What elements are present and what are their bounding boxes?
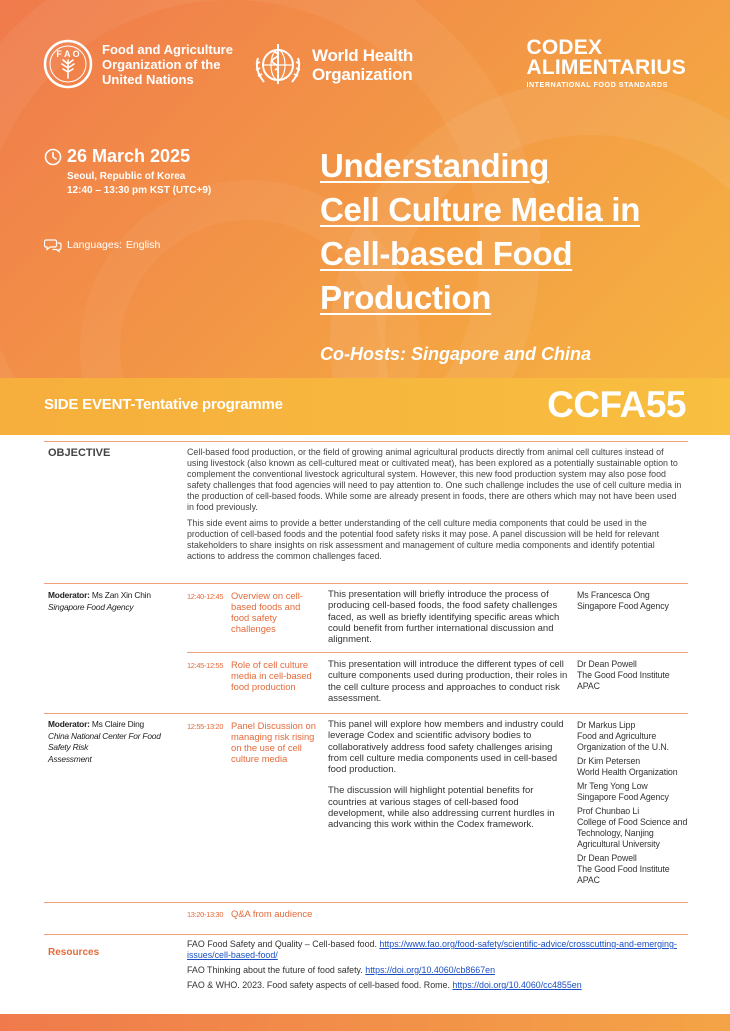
moderator-2 (48, 719, 161, 765)
moderator-org-line: Assessment (48, 753, 92, 764)
event-title (320, 144, 700, 320)
objective-paragraph: Cell-based food production, or the field of growing animal agricultural products directly from animal cell cultures instead of using livestock (also known as cell-cultured meat or cultivated meat), has been explored as a potentially sustainable option to complement the conventional livestock agricultural system. However, this new food production system may also pose food safety challenges that food agencies will need to pay attention to. One such challenge includes the use of cell culture media in the production of cell-based foods. While some are already present in foods, there are others which may not have been used in food previously. (187, 447, 682, 513)
resources-list (187, 939, 687, 991)
logo-row (42, 38, 686, 98)
speaker-name: Dr Kim Petersen (577, 756, 641, 766)
session-code: CCFA55 (547, 384, 686, 425)
moderator-org-line: China National Center For Food (48, 730, 161, 741)
languages-value: English (125, 239, 161, 251)
speaker-name: Prof Chunbao Li (577, 806, 640, 816)
resources-label: Resources (48, 947, 100, 958)
speaker (577, 590, 692, 612)
moderator-org: Singapore Food Agency (48, 601, 134, 612)
session-speakers (577, 720, 692, 886)
session-description-paragraph: This presentation will briefly introduce the process of producing cell-based foods, the food safety challenges faced, as well as briefly identifying specific areas which could benefit from further international discussion and alignment. (328, 589, 560, 646)
speaker (577, 720, 692, 753)
who-name-line: Organization (312, 65, 413, 84)
session-time: 12:45-12:55 (187, 661, 224, 670)
codex-name-line: ALIMENTARIUS (526, 56, 686, 79)
resource-link[interactable]: https://doi.org/10.4060/cc4855en (452, 980, 582, 990)
fao-name-line: Organization of the (102, 56, 221, 72)
header-banner (0, 0, 730, 378)
speaker-org: College of Food Science and Technology, Nanjing Agricultural University (577, 817, 688, 849)
clock-icon (44, 148, 62, 166)
divider (44, 583, 688, 584)
speaker-name: Dr Dean Powell (577, 853, 637, 863)
fao-name-line: United Nations (102, 71, 194, 87)
moderator-label: Moderator: (48, 590, 90, 600)
footer-bar (0, 1014, 730, 1031)
objective-paragraph: This side event aims to provide a better understanding of the cell culture media components that could be used in the production of cell-based foods and the potential food safety risks it may pose. A panel discussion will be held for relevant stakeholders to share insights on risk assessment and management of culture media components and identify potential actions to address the common challenges faced. (187, 517, 660, 561)
divider (44, 902, 688, 903)
fao-emblem-icon (42, 38, 94, 90)
session-description-paragraph: This presentation will introduce the different types of cell culture components used during production, their roles in the cell culture process and approaches to conduct risk assessment. (328, 659, 568, 704)
speaker (577, 853, 692, 886)
speaker (577, 781, 692, 803)
cohosts: Co-Hosts: Singapore and China (320, 344, 592, 364)
session-description (328, 659, 568, 704)
fao-name-line: Food and Agriculture (102, 41, 233, 57)
objective-label: OBJECTIVE (48, 447, 111, 459)
speaker (577, 659, 692, 692)
languages-row (44, 237, 160, 253)
moderator-label: Moderator: (48, 719, 90, 729)
who-logo[interactable] (250, 38, 413, 92)
speaker-org: Singapore Food Agency (577, 601, 669, 611)
codex-logo[interactable] (526, 38, 686, 89)
session-speakers (577, 590, 692, 612)
session-time: 12:40-12:45 (187, 592, 224, 601)
resource-link[interactable]: https://www.fao.org/food-safety/scientific-advice/crosscutting-and-emerging-issues/cell-based-food/ (187, 939, 677, 960)
speaker (577, 806, 692, 850)
resource-item (187, 965, 687, 976)
divider (44, 713, 688, 714)
divider (187, 652, 688, 653)
svg-text:F A O: F A O (56, 49, 80, 59)
who-emblem-icon (250, 38, 306, 92)
languages-label: Languages: (67, 239, 122, 251)
speaker-name: Dr Dean Powell (577, 659, 637, 669)
objective-text (187, 447, 685, 562)
resource-text: FAO & WHO. 2023. Food safety aspects of cell-based food. Rome. (187, 980, 453, 990)
resource-text: FAO Thinking about the future of food safety. (187, 965, 366, 975)
session-time: 13:20-13:30 (187, 910, 224, 919)
speaker-org: World Health Organization (577, 767, 678, 777)
divider (44, 934, 688, 935)
fao-logo[interactable] (42, 38, 233, 90)
resource-text: FAO Food Safety and Quality – Cell-based food. (187, 939, 380, 949)
event-title-line: Production (320, 279, 492, 316)
speaker-name: Dr Markus Lipp (577, 720, 636, 730)
resource-link[interactable]: https://doi.org/10.4060/cb8667en (365, 965, 496, 975)
moderator-org-line: Safety Risk (48, 742, 89, 752)
event-date: 26 March 2025 (67, 146, 191, 166)
event-date-block (44, 146, 211, 198)
event-location: Seoul, Republic of Korea (67, 171, 186, 182)
speaker (577, 756, 692, 778)
session-description-paragraph: The discussion will highlight potential benefits for countries at various stages of cell-based food development, while also addressing current hurdles in advancing this work within the Codex framework. (328, 785, 555, 831)
who-name-line: World Health (312, 46, 413, 65)
speaker-name: Ms Francesca Ong (577, 590, 650, 600)
speaker-org: Food and Agriculture Organization of the U.N. (577, 731, 669, 752)
chat-bubbles-icon (44, 237, 62, 253)
event-title-line: Cell-based Food (320, 235, 573, 272)
resource-item (187, 939, 687, 961)
resource-item (187, 980, 687, 991)
moderator-name: Ms Zan Xin Chin (91, 590, 151, 600)
event-time: 12:40 – 13:30 pm KST (UTC+9) (67, 185, 212, 196)
speaker-org: The Good Food Institute APAC (577, 670, 670, 691)
event-title-line: Understanding (320, 147, 549, 184)
who-name (312, 46, 413, 84)
session-description (328, 719, 568, 831)
speaker-org: Singapore Food Agency (577, 792, 669, 802)
session-topic: Q&A from audience (231, 908, 313, 919)
event-title-line: Cell Culture Media in (320, 191, 641, 228)
moderator-name: Ms Claire Ding (91, 719, 145, 729)
session-topic: Role of cell culture media in cell-based food production (231, 659, 312, 692)
codex-subtitle: INTERNATIONAL FOOD STANDARDS (526, 80, 668, 89)
codex-name-line: CODEX (526, 36, 603, 59)
session-speakers (577, 659, 692, 692)
session-description-paragraph: This panel will explore how members and industry could leverage Codex and scientific advisory bodies to collaboratively address food safety challenges arising from cell culture media components used in cell-based food production. (328, 719, 564, 776)
speaker-org: The Good Food Institute APAC (577, 864, 670, 885)
divider (44, 441, 688, 442)
speaker-name: Mr Teng Yong Low (577, 781, 648, 791)
moderator-1 (48, 590, 151, 613)
session-topic: Overview on cell-based foods and food safety challenges (231, 590, 303, 634)
side-event-band (0, 378, 730, 435)
session-topic: Panel Discussion on managing risk rising on the use of cell culture media (231, 720, 316, 764)
fao-name (102, 42, 233, 87)
session-time: 12:55-13:20 (187, 722, 224, 731)
side-event-label: SIDE EVENT-Tentative programme (44, 396, 283, 413)
session-description (328, 589, 568, 645)
